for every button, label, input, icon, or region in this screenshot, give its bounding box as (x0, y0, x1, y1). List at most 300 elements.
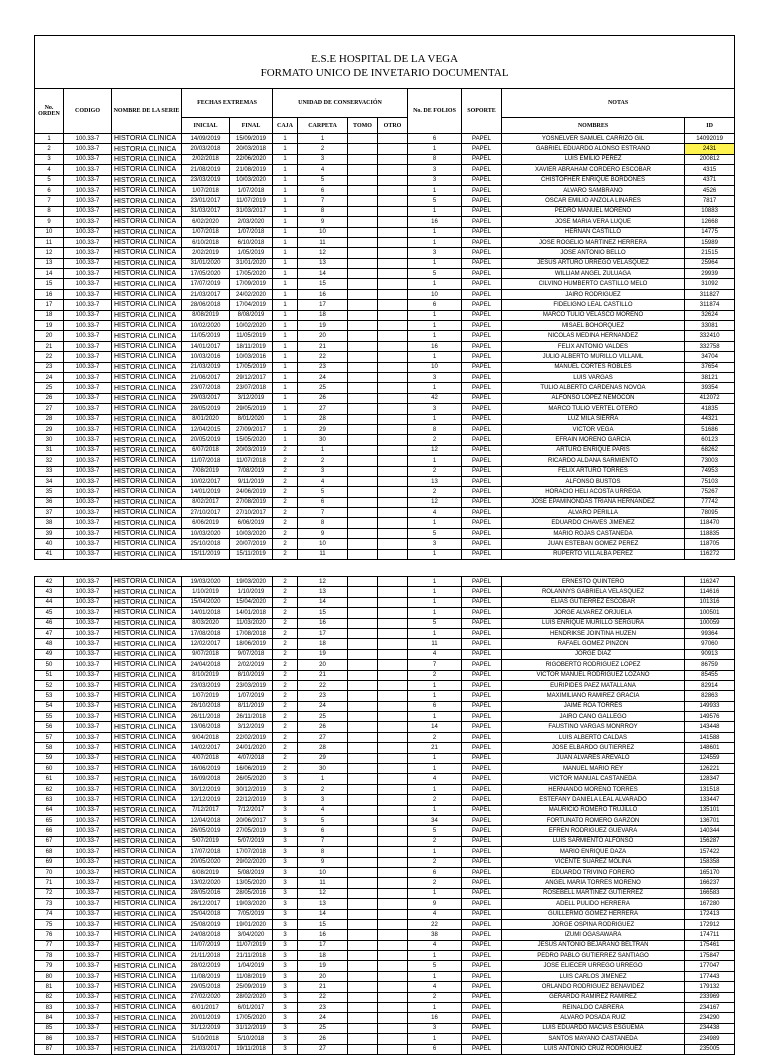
row-fecha-inicial: 14/02/2017 (182, 743, 230, 753)
row-caja: 3 (273, 1044, 298, 1054)
row-folios: 1 (408, 764, 462, 774)
row-caja: 1 (273, 331, 298, 341)
row-carpeta: 19 (298, 961, 348, 971)
row-nombre: RIGOBERTO RODRIGUEZ LOPEZ (502, 660, 685, 670)
row-caja: 2 (273, 722, 298, 732)
row-otro (378, 680, 408, 690)
row-serie: HISTORIA CLINICA (112, 424, 182, 434)
row-carpeta: 9 (298, 217, 348, 227)
row-serie: HISTORIA CLINICA (112, 867, 182, 877)
row-codigo: 100.33-7 (64, 670, 112, 680)
row-otro (378, 639, 408, 649)
row-soporte: PAPEL (462, 847, 502, 857)
row-otro (378, 393, 408, 403)
row-number: 59 (35, 753, 64, 763)
row-caja: 3 (273, 867, 298, 877)
row-nombre: JOSE EPAMINONDAS TRIANA HERNANDEZ (502, 497, 685, 507)
row-fecha-final: 14/01/2018 (230, 608, 273, 618)
document-title: E.S.E HOSPITAL DE LA VEGA (311, 52, 459, 65)
row-nombre: ROLANNYS GABRIELA VELASQUEZ (502, 587, 685, 597)
row-carpeta: 6 (298, 497, 348, 507)
row-otro (378, 310, 408, 320)
row-tomo (348, 878, 378, 888)
row-serie: HISTORIA CLINICA (112, 670, 182, 680)
row-fecha-final: 15/04/2020 (230, 597, 273, 607)
row-fecha-inicial: 1/07/2019 (182, 691, 230, 701)
row-serie: HISTORIA CLINICA (112, 279, 182, 289)
table-row (35, 279, 735, 289)
row-fecha-final: 11/07/2019 (230, 940, 273, 950)
row-fecha-inicial: 6/06/2019 (182, 518, 230, 528)
row-carpeta: 25 (298, 712, 348, 722)
row-soporte: PAPEL (462, 1044, 502, 1054)
row-serie: HISTORIA CLINICA (112, 836, 182, 846)
table-row (35, 549, 735, 559)
row-caja: 1 (273, 310, 298, 320)
row-caja: 1 (273, 165, 298, 175)
row-soporte: PAPEL (462, 456, 502, 466)
row-soporte: PAPEL (462, 528, 502, 538)
row-soporte: PAPEL (462, 1003, 502, 1013)
row-serie: HISTORIA CLINICA (112, 154, 182, 164)
row-soporte: PAPEL (462, 383, 502, 393)
row-codigo: 100.33-7 (64, 497, 112, 507)
row-fecha-final: 27/09/2017 (230, 424, 273, 434)
row-serie: HISTORIA CLINICA (112, 487, 182, 497)
row-carpeta: 17 (298, 300, 348, 310)
table-row (35, 1023, 735, 1033)
row-nombre: YOSNELVER SAMUEL CARRIZO GIL (502, 134, 685, 144)
row-fecha-final: 3/12/2019 (230, 393, 273, 403)
row-soporte: PAPEL (462, 660, 502, 670)
row-nombre: ALFONSO LOPEZ NEMOCON (502, 393, 685, 403)
table-row (35, 670, 735, 680)
row-otro (378, 487, 408, 497)
row-otro (378, 805, 408, 815)
row-serie: HISTORIA CLINICA (112, 539, 182, 549)
table-row (35, 352, 735, 362)
row-tomo (348, 217, 378, 227)
row-serie: HISTORIA CLINICA (112, 826, 182, 836)
row-number: 58 (35, 743, 64, 753)
row-tomo (348, 732, 378, 742)
row-otro (378, 414, 408, 424)
row-fecha-inicial: 12/04/2015 (182, 424, 230, 434)
row-caja: 3 (273, 1013, 298, 1023)
row-tomo (348, 670, 378, 680)
row-soporte: PAPEL (462, 764, 502, 774)
row-otro (378, 660, 408, 670)
header-nombres: NOMBRES (502, 118, 685, 134)
row-tomo (348, 649, 378, 659)
row-tomo (348, 196, 378, 206)
row-tomo (348, 404, 378, 414)
row-nombre: EFREN RODRIGUEZ GUEVARA (502, 826, 685, 836)
row-caja: 3 (273, 836, 298, 846)
row-fecha-inicial: 10/02/2020 (182, 321, 230, 331)
row-caja: 2 (273, 577, 298, 587)
row-nombre: HERNANDO MORENO TORRES (502, 784, 685, 794)
row-nombre: RUPERTO VILLALBA PEREZ (502, 549, 685, 559)
row-soporte: PAPEL (462, 248, 502, 258)
row-id: 33081 (685, 321, 735, 331)
row-fecha-final: 31/12/2019 (230, 1023, 273, 1033)
row-serie: HISTORIA CLINICA (112, 310, 182, 320)
row-soporte: PAPEL (462, 919, 502, 929)
row-tomo (348, 1034, 378, 1044)
row-number: 57 (35, 732, 64, 742)
row-soporte: PAPEL (462, 639, 502, 649)
row-fecha-final: 17/05/2020 (230, 269, 273, 279)
row-carpeta: 8 (298, 206, 348, 216)
row-fecha-inicial: 5/10/2018 (182, 1034, 230, 1044)
row-otro (378, 372, 408, 382)
row-fecha-inicial: 14/01/2018 (182, 608, 230, 618)
row-id: 412072 (685, 393, 735, 403)
row-id: 34704 (685, 352, 735, 362)
row-codigo: 100.33-7 (64, 878, 112, 888)
row-serie: HISTORIA CLINICA (112, 404, 182, 414)
row-number: 24 (35, 372, 64, 382)
row-serie: HISTORIA CLINICA (112, 134, 182, 144)
row-fecha-inicial: 15/04/2020 (182, 597, 230, 607)
row-otro (378, 743, 408, 753)
row-soporte: PAPEL (462, 227, 502, 237)
row-soporte: PAPEL (462, 732, 502, 742)
row-nombre: EDUARDO CHAVES JIMENEZ (502, 518, 685, 528)
row-soporte: PAPEL (462, 393, 502, 403)
table-row (35, 743, 735, 753)
row-fecha-inicial: 25/04/2018 (182, 909, 230, 919)
row-folios: 1 (408, 712, 462, 722)
row-nombre: ANGEL MARIA TORRES MORENO (502, 878, 685, 888)
row-serie: HISTORIA CLINICA (112, 732, 182, 742)
row-serie: HISTORIA CLINICA (112, 805, 182, 815)
row-codigo: 100.33-7 (64, 930, 112, 940)
row-fecha-final: 5/07/2019 (230, 836, 273, 846)
header-notas: NOTAS (502, 89, 735, 118)
row-number: 7 (35, 196, 64, 206)
row-fecha-inicial: 25/10/2018 (182, 539, 230, 549)
table-row (35, 753, 735, 763)
row-otro (378, 940, 408, 950)
row-folios: 2 (408, 435, 462, 445)
table-row (35, 269, 735, 279)
row-otro (378, 587, 408, 597)
row-caja: 1 (273, 269, 298, 279)
row-folios: 2 (408, 992, 462, 1002)
row-number: 13 (35, 258, 64, 268)
row-caja: 1 (273, 362, 298, 372)
row-fecha-final: 18/06/2019 (230, 639, 273, 649)
row-caja: 3 (273, 951, 298, 961)
row-carpeta: 30 (298, 764, 348, 774)
row-soporte: PAPEL (462, 649, 502, 659)
row-fecha-inicial: 8/03/2020 (182, 618, 230, 628)
row-fecha-final: 13/05/2020 (230, 878, 273, 888)
row-soporte: PAPEL (462, 476, 502, 486)
row-id: 74953 (685, 466, 735, 476)
row-folios: 1 (408, 577, 462, 587)
row-caja: 1 (273, 424, 298, 434)
row-soporte: PAPEL (462, 722, 502, 732)
row-number: 23 (35, 362, 64, 372)
row-soporte: PAPEL (462, 878, 502, 888)
row-id: 51686 (685, 424, 735, 434)
row-nombre: LUZ MILA SIERRA (502, 414, 685, 424)
row-fecha-inicial: 11/08/2019 (182, 971, 230, 981)
header-unidad-conservacion: UNIDAD DE CONSERVACIÓN (273, 89, 408, 118)
row-tomo (348, 577, 378, 587)
row-soporte: PAPEL (462, 1013, 502, 1023)
row-serie: HISTORIA CLINICA (112, 352, 182, 362)
row-codigo: 100.33-7 (64, 165, 112, 175)
table-row (35, 961, 735, 971)
row-codigo: 100.33-7 (64, 764, 112, 774)
table-row (35, 847, 735, 857)
row-fecha-inicial: 14/09/2019 (182, 134, 230, 144)
row-fecha-inicial: 8/10/2019 (182, 670, 230, 680)
row-fecha-inicial: 31/01/2020 (182, 258, 230, 268)
row-fecha-inicial: 11/07/2019 (182, 940, 230, 950)
inventory-table-bottom (34, 576, 735, 1055)
row-serie: HISTORIA CLINICA (112, 508, 182, 518)
row-id: 174711 (685, 930, 735, 940)
row-serie: HISTORIA CLINICA (112, 1023, 182, 1033)
row-carpeta: 3 (298, 466, 348, 476)
row-codigo: 100.33-7 (64, 961, 112, 971)
row-codigo: 100.33-7 (64, 982, 112, 992)
row-folios: 3 (408, 539, 462, 549)
row-folios: 1 (408, 888, 462, 898)
header-no-orden: No. ORDEN (35, 89, 64, 134)
row-fecha-final: 16/06/2019 (230, 764, 273, 774)
row-carpeta: 29 (298, 424, 348, 434)
row-soporte: PAPEL (462, 414, 502, 424)
row-nombre: VICTOR VEGA (502, 424, 685, 434)
row-folios: 2 (408, 795, 462, 805)
row-caja: 2 (273, 743, 298, 753)
row-carpeta: 15 (298, 279, 348, 289)
row-codigo: 100.33-7 (64, 237, 112, 247)
row-codigo: 100.33-7 (64, 1034, 112, 1044)
row-fecha-inicial: 17/08/2018 (182, 628, 230, 638)
row-codigo: 100.33-7 (64, 712, 112, 722)
row-id: 179132 (685, 982, 735, 992)
row-fecha-final: 11/05/2019 (230, 331, 273, 341)
row-caja: 2 (273, 487, 298, 497)
row-nombre: LUIS VARGAS (502, 372, 685, 382)
row-otro (378, 836, 408, 846)
row-fecha-inicial: 23/03/2019 (182, 175, 230, 185)
row-nombre: JULIO ALBERTO MURILLO VILLAML (502, 352, 685, 362)
row-otro (378, 134, 408, 144)
row-carpeta: 10 (298, 867, 348, 877)
row-fecha-inicial: 21/08/2019 (182, 165, 230, 175)
row-carpeta: 17 (298, 628, 348, 638)
row-caja: 2 (273, 680, 298, 690)
table-row (35, 196, 735, 206)
row-fecha-inicial: 24/08/2018 (182, 930, 230, 940)
row-fecha-final: 27/05/2019 (230, 826, 273, 836)
row-otro (378, 961, 408, 971)
row-id: 38121 (685, 372, 735, 382)
row-fecha-final: 8/08/2019 (230, 310, 273, 320)
row-folios: 6 (408, 701, 462, 711)
header-nombre-serie: NOMBRE DE LA SERIE (112, 89, 182, 134)
row-tomo (348, 487, 378, 497)
row-carpeta: 18 (298, 639, 348, 649)
row-tomo (348, 888, 378, 898)
row-fecha-final: 17/07/2018 (230, 847, 273, 857)
row-number: 51 (35, 670, 64, 680)
row-nombre: PEDRO PABLO GUTIERREZ SANTIAGO (502, 951, 685, 961)
row-folios: 1 (408, 383, 462, 393)
row-number: 49 (35, 649, 64, 659)
document-subtitle: FORMATO UNICO DE INVETARIO DOCUMENTAL (260, 66, 509, 79)
table-row (35, 608, 735, 618)
row-folios: 10 (408, 289, 462, 299)
row-otro (378, 857, 408, 867)
row-id: 166237 (685, 878, 735, 888)
row-caja: 1 (273, 372, 298, 382)
row-carpeta: 2 (298, 144, 348, 154)
row-serie: HISTORIA CLINICA (112, 144, 182, 154)
row-carpeta: 18 (298, 951, 348, 961)
row-fecha-inicial: 17/05/2020 (182, 269, 230, 279)
row-tomo (348, 362, 378, 372)
row-folios: 5 (408, 961, 462, 971)
row-tomo (348, 618, 378, 628)
row-carpeta: 26 (298, 393, 348, 403)
row-id: 77742 (685, 497, 735, 507)
row-caja: 1 (273, 175, 298, 185)
row-id: 234989 (685, 1034, 735, 1044)
row-serie: HISTORIA CLINICA (112, 528, 182, 538)
row-fecha-inicial: 26/11/2018 (182, 712, 230, 722)
row-id: 44321 (685, 414, 735, 424)
row-tomo (348, 539, 378, 549)
row-nombre: MAURICIO ROMERO TRUJILLO (502, 805, 685, 815)
row-nombre: LUIS EDUARDO MACIAS ESGUEMA (502, 1023, 685, 1033)
table-row (35, 712, 735, 722)
row-caja: 3 (273, 1023, 298, 1033)
row-codigo: 100.33-7 (64, 310, 112, 320)
row-folios: 1 (408, 185, 462, 195)
row-tomo (348, 310, 378, 320)
row-fecha-final: 22/06/2020 (230, 154, 273, 164)
row-tomo (348, 508, 378, 518)
row-otro (378, 196, 408, 206)
row-id: 135101 (685, 805, 735, 815)
row-tomo (348, 784, 378, 794)
row-otro (378, 919, 408, 929)
row-caja: 2 (273, 539, 298, 549)
table-row (35, 497, 735, 507)
row-number: 87 (35, 1044, 64, 1054)
row-carpeta: 16 (298, 289, 348, 299)
row-codigo: 100.33-7 (64, 691, 112, 701)
row-otro (378, 712, 408, 722)
row-fecha-final: 10/02/2020 (230, 321, 273, 331)
row-number: 79 (35, 961, 64, 971)
row-caja: 2 (273, 608, 298, 618)
row-carpeta: 2 (298, 456, 348, 466)
row-fecha-inicial: 27/02/2020 (182, 992, 230, 1002)
row-fecha-final: 20/03/2018 (230, 144, 273, 154)
row-id: 7817 (685, 196, 735, 206)
row-otro (378, 878, 408, 888)
row-nombre: MARCO TULIO VERTEL OTERO (502, 404, 685, 414)
row-folios: 6 (408, 134, 462, 144)
row-carpeta: 27 (298, 1044, 348, 1054)
row-fecha-inicial: 17/07/2018 (182, 847, 230, 857)
row-tomo (348, 185, 378, 195)
row-serie: HISTORIA CLINICA (112, 466, 182, 476)
row-tomo (348, 1003, 378, 1013)
row-tomo (348, 982, 378, 992)
row-serie: HISTORIA CLINICA (112, 587, 182, 597)
row-id: 82863 (685, 691, 735, 701)
row-otro (378, 248, 408, 258)
row-caja: 2 (273, 476, 298, 486)
row-fecha-final: 9/07/2018 (230, 649, 273, 659)
row-fecha-final: 10/03/2020 (230, 175, 273, 185)
row-serie: HISTORIA CLINICA (112, 185, 182, 195)
row-fecha-inicial: 29/03/2017 (182, 393, 230, 403)
row-tomo (348, 466, 378, 476)
row-soporte: PAPEL (462, 940, 502, 950)
row-nombre: ALVARO PERILLA (502, 508, 685, 518)
row-id: 166583 (685, 888, 735, 898)
row-folios: 6 (408, 1044, 462, 1054)
row-fecha-final: 1/05/2019 (230, 248, 273, 258)
row-otro (378, 300, 408, 310)
row-codigo: 100.33-7 (64, 888, 112, 898)
row-number: 5 (35, 175, 64, 185)
row-tomo (348, 352, 378, 362)
row-nombre: JAIRO RODRIGUEZ (502, 289, 685, 299)
row-nombre: HORACIO HELI ACOSTA URREGA (502, 487, 685, 497)
row-fecha-inicial: 11/05/2019 (182, 331, 230, 341)
row-fecha-inicial: 7/12/2017 (182, 805, 230, 815)
row-soporte: PAPEL (462, 836, 502, 846)
row-caja: 3 (273, 940, 298, 950)
row-number: 84 (35, 1013, 64, 1023)
table-row (35, 165, 735, 175)
row-id: 75103 (685, 476, 735, 486)
row-otro (378, 258, 408, 268)
header-fechas-extremas: FECHAS EXTREMAS (182, 89, 273, 118)
row-id: 15989 (685, 237, 735, 247)
row-number: 53 (35, 691, 64, 701)
row-fecha-final: 24/02/2020 (230, 289, 273, 299)
row-caja: 1 (273, 144, 298, 154)
table-row (35, 539, 735, 549)
table-row (35, 888, 735, 898)
row-fecha-inicial: 9/04/2018 (182, 732, 230, 742)
row-fecha-final: 10/03/2020 (230, 528, 273, 538)
row-otro (378, 321, 408, 331)
row-carpeta: 3 (298, 154, 348, 164)
row-codigo: 100.33-7 (64, 404, 112, 414)
row-caja: 3 (273, 982, 298, 992)
table-row (35, 971, 735, 981)
row-nombre: LUIS SARMIENTO ALFONSO (502, 836, 685, 846)
row-fecha-inicial: 6/10/2018 (182, 237, 230, 247)
row-fecha-inicial: 26/10/2018 (182, 701, 230, 711)
row-fecha-inicial: 24/04/2018 (182, 660, 230, 670)
